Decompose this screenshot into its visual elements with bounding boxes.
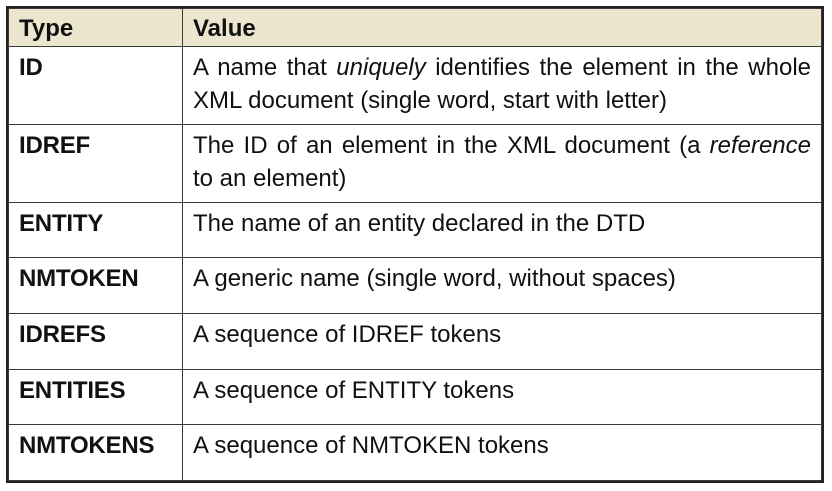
type-cell: ID [9, 47, 183, 125]
value-emphasis: uniquely [336, 54, 426, 81]
type-cell: IDREFS [9, 314, 183, 370]
table-row-id [9, 47, 822, 125]
type-cell: ENTITIES [9, 369, 183, 425]
value-cell [183, 124, 822, 202]
header-type: Type [9, 9, 183, 47]
value-cell: A generic name (single word, without spaces) [183, 258, 822, 314]
attribute-types-table [8, 8, 822, 481]
value-text: A name that [193, 54, 337, 81]
value-cell: A sequence of IDREF tokens [183, 314, 822, 370]
header-value: Value [183, 9, 822, 47]
value-cell [183, 47, 822, 125]
table-row-nmtokens [9, 425, 822, 481]
value-cell: The name of an entity declared in the DTD [183, 202, 822, 258]
type-cell: ENTITY [9, 202, 183, 258]
table-row-nmtoken [9, 258, 822, 314]
type-cell: NMTOKEN [9, 258, 183, 314]
value-emphasis: reference [709, 131, 811, 159]
type-cell: NMTOKENS [9, 425, 183, 481]
type-cell: IDREF [9, 124, 183, 202]
value-cell: A sequence of NMTOKEN tokens [183, 425, 822, 481]
table-row-idrefs [9, 314, 822, 370]
table-row-entities [9, 369, 822, 425]
value-text: to an element) [193, 164, 347, 192]
table-row-entity [9, 202, 822, 258]
attribute-types-table-container [6, 6, 824, 483]
value-cell: A sequence of ENTITY tokens [183, 369, 822, 425]
value-text: identifies the element in the whole XML document (single word, start with letter) [193, 54, 811, 114]
table-row-idref [9, 124, 822, 202]
value-text: The ID of an element in the XML document (a [193, 131, 710, 159]
table-header-row [9, 9, 822, 47]
